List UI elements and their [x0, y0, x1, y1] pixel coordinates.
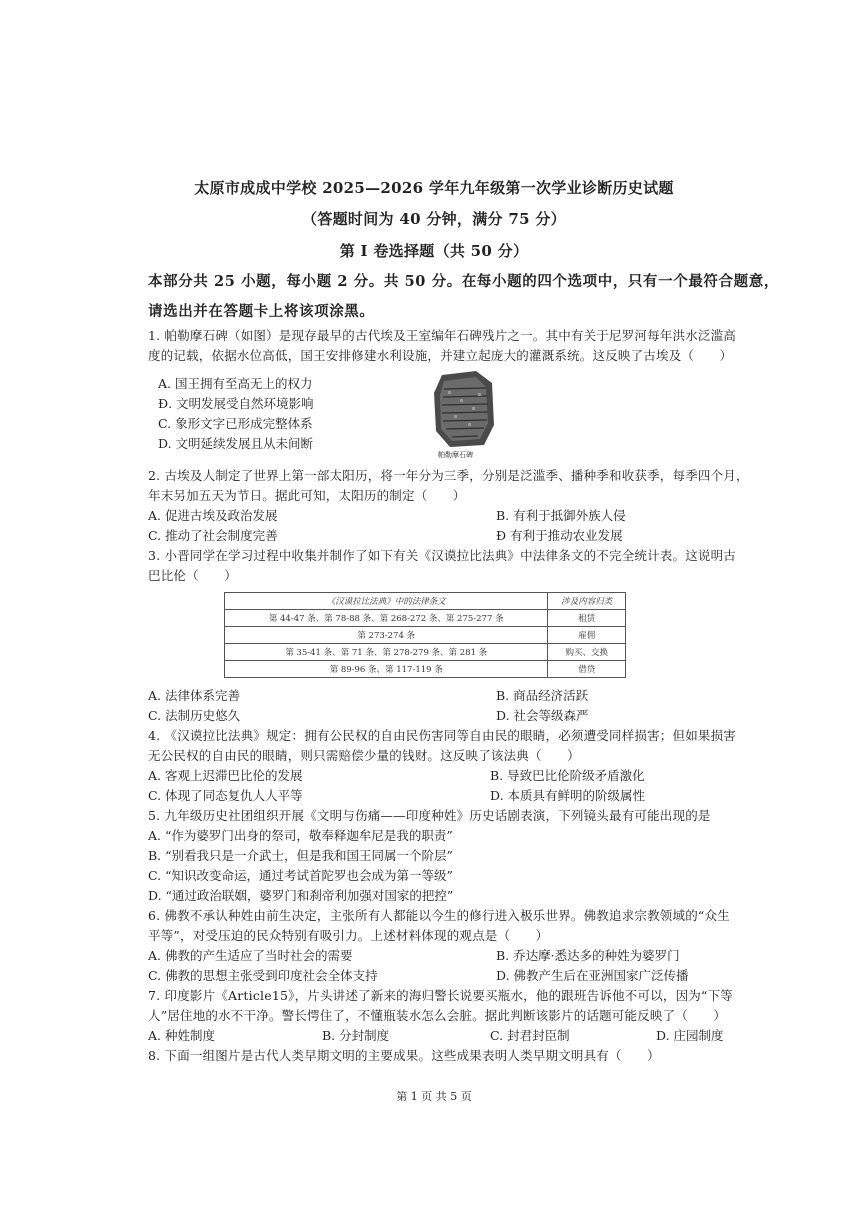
question-2-option-d: Ɖ 有利于推动农业发展 — [496, 528, 623, 543]
table-header-row — [225, 593, 626, 610]
question-5-option-b: B. “别看我只是一介武士，但是我和国王同属一个阶层” — [148, 848, 453, 863]
question-7-stem-line-1: 7. 印度影片《Article15》，片头讲述了新来的海归警长说要买瓶水，他的跟班告诉他不可以，因为“下等 — [148, 988, 733, 1003]
question-2-option-c: C. 推动了社会制度完善 — [148, 528, 278, 543]
table-header-cell: 《汉谟拉比法典》中的法律条文 — [225, 593, 548, 610]
question-5-option-c: C. “知识改变命运，通过考试首陀罗也会成为第一等级” — [148, 868, 453, 883]
table-cell: 租赁 — [548, 610, 626, 627]
question-3-option-b: B. 商品经济活跃 — [496, 688, 589, 703]
question-1-option-c: C. 象形文字已形成完整体系 — [158, 416, 313, 431]
question-1-option-b: Ɖ. 文明发展受自然环境影响 — [158, 396, 314, 411]
question-6-stem-line-1: 6. 佛教不承认种姓由前生决定，主张所有人都能以今生的修行进入极乐世界。佛教追求宗教领域的“众生 — [148, 908, 730, 923]
table-header-cell: 涉及内容归类 — [548, 593, 626, 610]
table-cell: 借贷 — [548, 661, 626, 678]
palermo-stone-caption: 帕勒摩石碑 — [438, 451, 473, 459]
instruction-line-2: 请选出并在答题卡上将该项涂黑。 — [148, 303, 375, 320]
question-6-option-a: A. 佛教的产生适应了当时社会的需要 — [148, 948, 353, 963]
question-3-option-a: A. 法律体系完善 — [148, 688, 240, 703]
question-4-stem-line-1: 4. 《汉谟拉比法典》规定：拥有公民权的自由民伤害同等自由民的眼睛，必须遭受同样损害；但如果损害 — [148, 728, 737, 743]
question-8-stem: 8. 下面一组图片是古代人类早期文明的主要成果。这些成果表明人类早期文明具有（ ） — [148, 1048, 660, 1063]
question-1-stem-line-1: 1. 帕勒摩石碑（如图）是现存最早的古代埃及王室编年石碑残片之一。其中有关于尼罗河每年洪水泛滥高 — [148, 328, 737, 343]
table-row — [225, 644, 626, 661]
question-2-stem-line-2: 年末另加五天为节日。据此可知，太阳历的制定（ ） — [148, 488, 466, 503]
instruction-line-1: 本部分共 25 小题，每小题 2 分。共 50 分。在每小题的四个选项中，只有一个最符合题意， — [148, 273, 779, 290]
question-7-option-b: B. 分封制度 — [322, 1028, 390, 1043]
question-5-option-a: A. “作为婆罗门出身的祭司，敬奉释迦牟尼是我的职责” — [148, 828, 453, 843]
question-6-option-b: B. 乔达摩·悉达多的种姓为婆罗门 — [496, 948, 680, 963]
question-7-option-c: C. 封君封臣制 — [490, 1028, 570, 1043]
question-6-option-d: D. 佛教产生后在亚洲国家广泛传播 — [496, 968, 689, 983]
question-7-option-a: A. 种姓制度 — [148, 1028, 215, 1043]
question-2-stem-line-1: 2. 古埃及人制定了世界上第一部太阳历，将一年分为三季，分别是泛滥季、播种季和收获季，每季四个月， — [148, 468, 749, 483]
question-7-stem-line-2: 人”居住地的水不干净。警长愕住了，不懂瓶装水怎么会脏。据此判断该影片的话题可能反映了（ ） — [148, 1008, 727, 1023]
table-row — [225, 610, 626, 627]
question-1-option-a: A. 国王拥有至高无上的权力 — [158, 376, 313, 391]
question-5-stem: 5. 九年级历史社团组织开展《文明与伤痛——印度种姓》历史话剧表演，下列镜头最有可能出现的是 — [148, 808, 711, 823]
exam-title: 太原市成成中学校 2025—2026 学年九年级第一次学业诊断历史试题 — [194, 179, 674, 197]
exam-subtitle: （答题时间为 40 分钟，满分 75 分） — [302, 210, 566, 228]
section-title: 第 I 卷选择题（共 50 分） — [339, 242, 529, 260]
question-7-option-d: D. 庄园制度 — [656, 1028, 724, 1043]
table-cell: 雇佣 — [548, 627, 626, 644]
question-6-stem-line-2: 平等”，对受压迫的民众特别有吸引力。上述材料体现的观点是（ ） — [148, 928, 549, 943]
question-3-stem-line-2: 巴比伦（ ） — [148, 568, 237, 583]
table-cell: 第 35-41 条、第 71 条、第 278-279 条、第 281 条 — [225, 644, 548, 661]
question-2-option-a: A. 促进古埃及政治发展 — [148, 508, 278, 523]
question-6-option-c: C. 佛教的思想主张受到印度社会全体支持 — [148, 968, 378, 983]
table-cell: 第 89-96 条、第 117-119 条 — [225, 661, 548, 678]
question-2-option-b: B. 有利于抵御外族人侵 — [496, 508, 626, 523]
question-4-option-a: A. 客观上迟滞巴比伦的发展 — [148, 768, 303, 783]
question-3-option-c: C. 法制历史悠久 — [148, 708, 241, 723]
table-row — [225, 661, 626, 678]
table-cell: 购买、交换 — [548, 644, 626, 661]
law-statistics-table — [224, 592, 626, 678]
page-footer: 第 1 页 共 5 页 — [396, 1090, 472, 1103]
question-4-option-d: D. 本质具有鲜明的阶级属性 — [490, 788, 646, 803]
table-cell: 第 44-47 条、第 78-88 条、第 268-272 条、第 275-277 条 — [225, 610, 548, 627]
question-3-option-d: D. 社会等级森严 — [496, 708, 589, 723]
table-cell: 第 273-274 条 — [225, 627, 548, 644]
question-5-option-d: D. “通过政治联姻，婆罗门和刹帝利加强对国家的把控” — [148, 888, 454, 903]
question-1-stem-line-2: 度的记载，依据水位高低，国王安排修建水利设施，并建立起庞大的灌溉系统。这反映了古埃及（ ） — [148, 348, 733, 363]
question-4-option-b: B. 导致巴比伦阶级矛盾激化 — [490, 768, 645, 783]
question-1-option-d: D. 文明延续发展且从未间断 — [158, 436, 314, 451]
table-row — [225, 627, 626, 644]
question-4-option-c: C. 体现了同态复仇人人平等 — [148, 788, 303, 803]
question-4-stem-line-2: 无公民权的自由民的眼睛，则只需赔偿少量的钱财。这反映了该法典（ ） — [148, 748, 580, 763]
palermo-stone-image — [432, 369, 496, 449]
question-3-stem-line-1: 3. 小晋同学在学习过程中收集并制作了如下有关《汉谟拉比法典》中法律条文的不完全统计表。这说明古 — [148, 548, 737, 563]
